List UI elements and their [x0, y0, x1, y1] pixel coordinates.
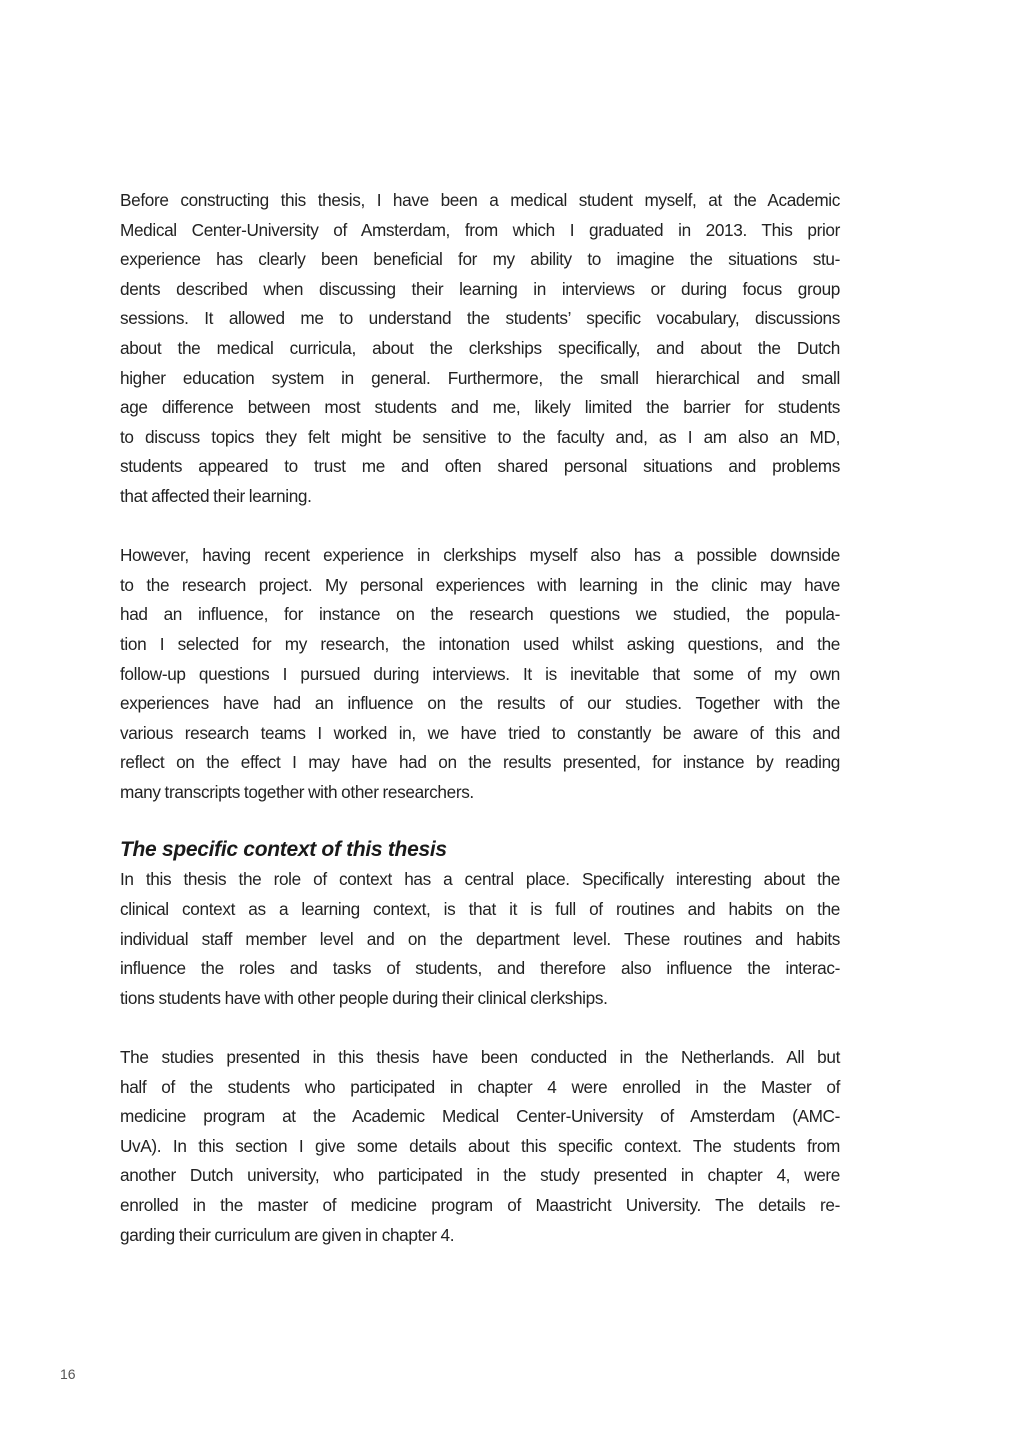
text-line: individual staff member level and on the department level. These routines and habits — [120, 928, 840, 949]
paragraph-gap — [120, 1013, 840, 1043]
section-gap — [120, 807, 840, 835]
text-line: that affected their learning. — [120, 485, 312, 506]
text-line: experiences have had an influence on the results of our studies. Together with the — [120, 693, 840, 714]
text-line: sessions. It allowed me to understand the students’ specific vocabulary, discussions — [120, 308, 840, 329]
text-line: medicine program at the Academic Medical Center-University of Amsterdam (AMC- — [120, 1106, 840, 1127]
text-line: experience has clearly been beneficial for my ability to imagine the situations stu- — [120, 249, 840, 270]
text-line: dents described when discussing their learning in interviews or during focus group — [120, 278, 840, 299]
paragraph-gap — [120, 512, 840, 542]
text-line: follow-up questions I pursued during interviews. It is inevitable that some of my own — [120, 663, 840, 684]
page-number: 16 — [60, 1366, 76, 1382]
text-line: to discuss topics they felt might be sensitive to the faculty and, as I am also an MD, — [120, 426, 840, 447]
page-content — [120, 186, 840, 1250]
text-line: students appeared to trust me and often shared personal situations and problems — [120, 456, 840, 477]
text-line: reflect on the effect I may have had on the results presented, for instance by reading — [120, 752, 840, 773]
text-line: influence the roles and tasks of students, and therefore also influence the interac- — [120, 958, 840, 979]
text-line: Medical Center-University of Amsterdam, from which I graduated in 2013. This prior — [120, 219, 840, 240]
section-heading: The specific context of this thesis — [120, 838, 447, 862]
text-line: many transcripts together with other researchers. — [120, 781, 474, 802]
text-line: age difference between most students and me, likely limited the barrier for students — [120, 397, 840, 418]
text-line: clinical context as a learning context, is that it is full of routines and habits on the — [120, 899, 840, 920]
text-line: tion I selected for my research, the intonation used whilst asking questions, and the — [120, 633, 840, 654]
text-line: higher education system in general. Furthermore, the small hierarchical and small — [120, 367, 840, 388]
paragraph-prior-experience — [120, 186, 840, 512]
text-line: various research teams I worked in, we have tried to constantly be aware of this and — [120, 722, 840, 743]
paragraph-context — [120, 865, 840, 1013]
text-line: about the medical curricula, about the clerkships specifically, and about the Dutch — [120, 337, 840, 358]
text-line: UvA). In this section I give some details about this specific context. The students from — [120, 1135, 840, 1156]
paragraph-netherlands — [120, 1043, 840, 1250]
paragraph-downside — [120, 541, 840, 807]
text-line: had an influence, for instance on the research questions we studied, the popula- — [120, 604, 840, 625]
text-line: tions students have with other people during their clinical clerkships. — [120, 987, 608, 1008]
text-line: However, having recent experience in clerkships myself also has a possible downside — [120, 545, 840, 566]
text-line: The studies presented in this thesis have been conducted in the Netherlands. All but — [120, 1047, 840, 1068]
text-line: half of the students who participated in chapter 4 were enrolled in the Master of — [120, 1076, 840, 1097]
text-line: garding their curriculum are given in chapter 4. — [120, 1224, 455, 1245]
text-line: Before constructing this thesis, I have been a medical student myself, at the Academic — [120, 190, 840, 210]
text-line: enrolled in the master of medicine program of Maastricht University. The details re- — [120, 1195, 840, 1215]
text-line: In this thesis the role of context has a central place. Specifically interesting about the — [120, 869, 840, 890]
text-line: another Dutch university, who participated in the study presented in chapter 4, were — [120, 1165, 840, 1186]
text-line: to the research project. My personal experiences with learning in the clinic may have — [120, 574, 840, 595]
